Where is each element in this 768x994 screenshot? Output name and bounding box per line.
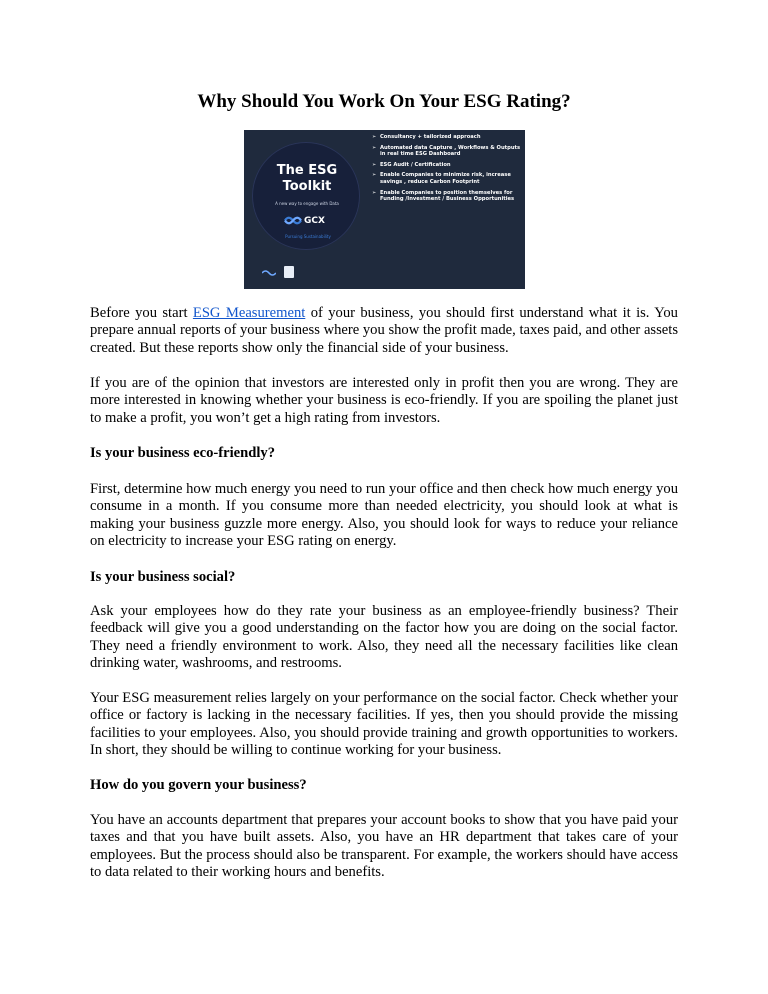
gcx-logo [284,213,344,229]
esg-toolkit-banner-image [244,130,525,289]
gcx-logo-text: GCX [304,216,325,226]
banner-heading-line2: Toolkit [282,179,332,194]
eco-friendly-paragraph: First, determine how much energy you need to run your office and then check how much energy you consume in a month. If you consume more than needed electricity, you should look at what is making your business guzzle more energy. Also, you should look for ways to reduce your reliance on electricity to increase your ESG rating on energy. [90,481,678,549]
banner-brand-tagline: Pursuing Sustainability [285,234,331,239]
governance-paragraph: You have an accounts department that prepares your account books to show that you have paid your taxes and that you have built assets. Also, you have an HR department that takes care of your employees. But the process should also be transparent. For example, the workers should have access to data related to their working hours and benefits. [90,812,678,880]
small-gcx-logo-icon [262,269,276,277]
banner-heading [262,163,352,195]
banner-bullet: ➢ ESG Audit / Certification [372,162,522,169]
social-paragraph-2: Your ESG measurement relies largely on your performance on the social factor. Check whether your office or factory is lacking in the necessary facilities. If yes, then you should provide the missing facilities to your employees. Also, you should provide training and growth opportunities to workers. In short, they should be willing to continue working for your business. [90,690,678,758]
partner-badge-icon [284,266,294,278]
heading-governance: How do you govern your business? [90,777,307,793]
article-title: Why Should You Work On Your ESG Rating? [197,91,571,112]
banner-bullet: ➢ Automated data Capture , Workflows & Outputs in real time ESG Dashboard [372,145,522,158]
intro-text-before-link: Before you start [90,305,193,321]
investors-paragraph: If you are of the opinion that investors are interested only in profit then you are wrong. They are more interested in knowing whether your business is eco-friendly. If you are spoiling the planet just to make a profit, you won’t get a high rating from investors. [90,375,678,426]
esg-measurement-link[interactable]: ESG Measurement [192,305,306,321]
banner-bullet: ➢ Consultancy + tailorized approach [372,134,522,141]
banner-left-panel [244,130,369,289]
banner-bullet-list [372,134,522,207]
gcx-logo-icon [284,215,302,226]
intro-paragraph [90,305,678,357]
banner-heading-line1: The ESG [276,163,338,178]
heading-eco-friendly: Is your business eco-friendly? [90,445,276,461]
social-paragraph-1: Ask your employees how do they rate your business as an employee-friendly business? Their feedback will give you a good understanding on the factor how you are doing on the social factor. They need a friendly environment to work. Also, they need all the necessary facilities like clean drinking water, washrooms, and restrooms. [90,603,678,671]
banner-bullet: ➢ Enable Companies to position themselves for Funding /Investment / Business Opportunities [372,190,522,203]
banner-subtitle: A new way to engage with Data [275,201,339,206]
heading-social: Is your business social? [90,569,236,585]
intro-text-after-link: of your business, you should first understand what it is. You prepare annual reports of your business where you show the profit made, taxes paid, and other assets created. But these reports show only the financial side of your business. [90,305,678,356]
banner-bullet: ➢ Enable Companies to minimize risk, increase savings , reduce Carbon Footprint [372,172,522,185]
